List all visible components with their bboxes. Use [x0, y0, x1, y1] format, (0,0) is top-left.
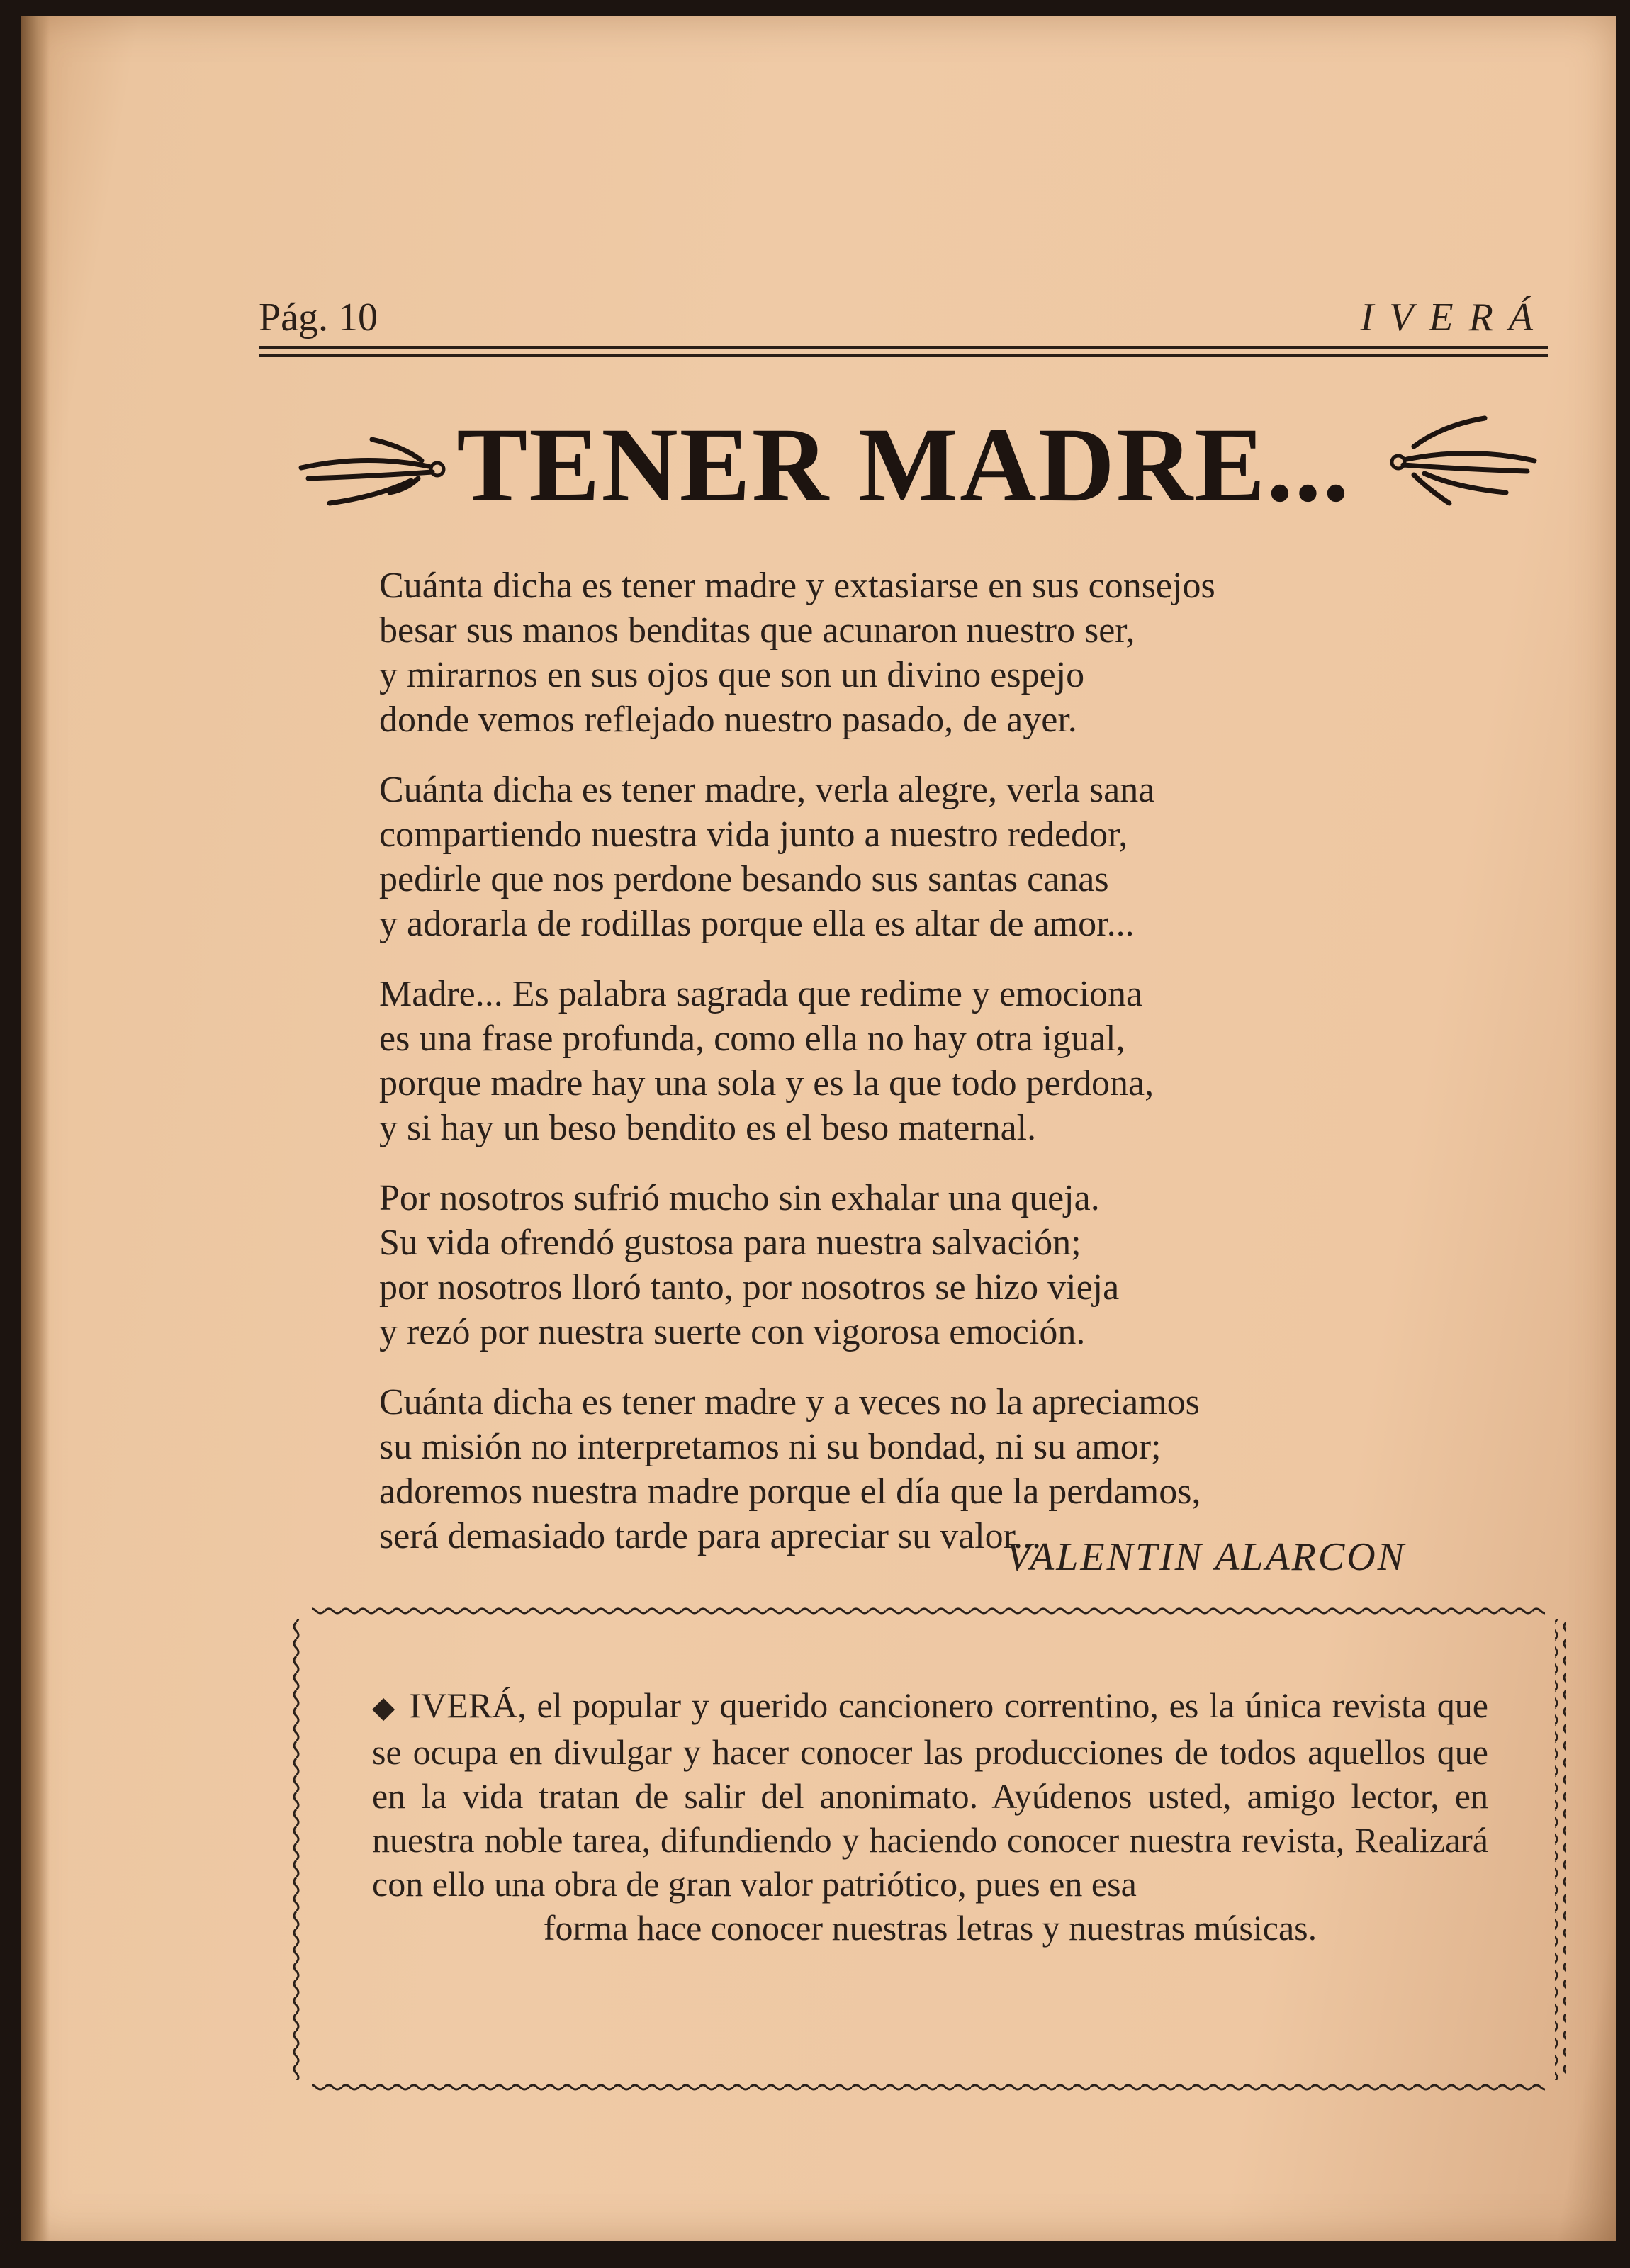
- poem-line: Su vida ofrendó gustosa para nuestra salvación;: [379, 1223, 1081, 1263]
- poem-line: su misión no interpretamos ni su bondad, ni su amor;: [379, 1427, 1162, 1467]
- poem-line: es una frase profunda, como ella no hay otra igual,: [379, 1018, 1125, 1059]
- poem-line: besar sus manos benditas que acunaron nuestro ser,: [379, 610, 1135, 651]
- header-rule-bottom: [259, 354, 1548, 357]
- right-flourish-icon: [1386, 404, 1548, 510]
- poem-line: pedirle que nos perdone besando sus santas canas: [379, 859, 1109, 899]
- poem-line: compartiendo nuestra vida junto a nuestro rededor,: [379, 814, 1128, 855]
- notice-box: [372, 1683, 1488, 1950]
- article-title: TENER MADRE...: [456, 406, 1351, 524]
- poem-line: Madre... Es palabra sagrada que redime y emociona: [379, 974, 1143, 1014]
- poem-line: y rezó por nuestra suerte con vigorosa emoción.: [379, 1312, 1086, 1352]
- poem-line: por nosotros lloró tanto, por nosotros se hizo vieja: [379, 1267, 1120, 1308]
- poem-line: adoremos nuestra madre porque el día que la perdamos,: [379, 1471, 1201, 1512]
- diamond-icon: ◆: [372, 1692, 397, 1724]
- poem-line: Cuánta dicha es tener madre y extasiarse en sus consejos: [379, 566, 1215, 606]
- poem-line: Cuánta dicha es tener madre, verla alegre, verla sana: [379, 770, 1155, 810]
- poem-line: será demasiado tarde para apreciar su valor...: [379, 1516, 1042, 1556]
- poem-line: porque madre hay una sola y es la que todo perdona,: [379, 1063, 1154, 1104]
- page-spine-shadow: [21, 16, 50, 2241]
- article-author: VALENTIN ALARCON: [1006, 1535, 1407, 1579]
- poem-body: [379, 563, 1485, 1584]
- page-number: Pág. 10: [259, 296, 378, 339]
- poem-stanza: [379, 1380, 1485, 1559]
- notice-last-line: forma hace conocer nuestras letras y nuestras músicas.: [543, 1908, 1317, 1948]
- poem-line: Por nosotros sufrió mucho sin exhalar una queja.: [379, 1178, 1100, 1218]
- poem-line: donde vemos reflejado nuestro pasado, de ayer.: [379, 700, 1077, 740]
- poem-stanza: [379, 563, 1485, 742]
- poem-line: y mirarnos en sus ojos que son un divino espejo: [379, 655, 1085, 695]
- poem-stanza: [379, 972, 1485, 1150]
- poem-line: y adorarla de rodillas porque ella es altar de amor...: [379, 904, 1135, 944]
- poem-line: Cuánta dicha es tener madre y a veces no la apreciamos: [379, 1382, 1200, 1422]
- notice-text: IVERÁ, el popular y querido cancionero correntino, es la única revista que se ocupa en divulgar y hacer conocer las producciones de todos aquellos que en la vida tratan de salir del anonimato. Ayúdenos usted, amigo lector, en nuestra noble tarea, difundiendo y haciendo conocer nuestra revista, Realizará con ello una obra de gran valor patriótico, pues en esa: [372, 1685, 1488, 1904]
- title-row: [259, 397, 1548, 524]
- poem-stanza: [379, 1176, 1485, 1354]
- poem-line: y si hay un beso bendito es el beso maternal.: [379, 1108, 1037, 1148]
- header-rule-top: [259, 346, 1548, 349]
- page-header: [259, 298, 1548, 340]
- poem-stanza: [379, 768, 1485, 946]
- magazine-name: IVERÁ: [1360, 296, 1548, 339]
